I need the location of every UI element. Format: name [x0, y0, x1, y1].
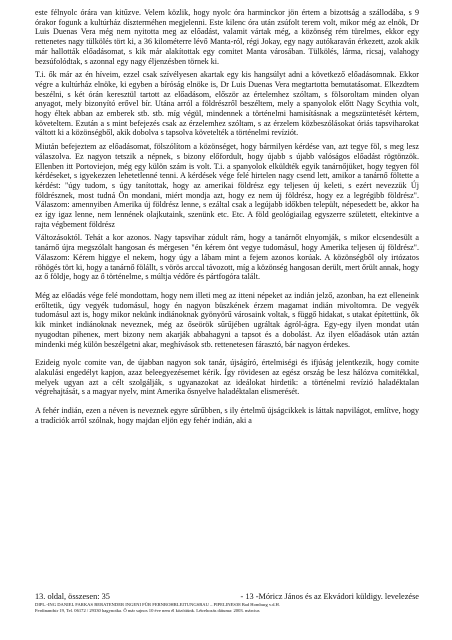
paragraph: Miután befejeztem az előadásomat, fölszólítom a közönséget, hogy bármilyen kérdése van, azt tegye föl, s meg lesz válaszolva. Ez nagyon tetszik a népnek, s bizony előfordult, hogy újabb s újabb valóságos előadást rögtönzök. Ellenben itt Portoviejon, még egy külön szám is volt. T.i. a spanyolok elküldték egyik tanárnőjüket, hogy tegyen föl kérdéseket, s igyekezzen lehetetlenné tenni. A kérdések vége felé hirtelen nagy csend lett, amikor a tanárnő föltette a kérdést: "úgy tudom, s úgy tanítottak, hogy az amerikai földrész egy teljesen új keleti, s ezért nevezzük Új földrésznek, most tudná Ön mondani, miért mondja azt, hogy ez nem új földrész, hogy ez a legrégibb földrész". Válaszom: amennyiben Amerika új földrész lenne, s ezáltal csak a legújabb időkben települt, népesedett be, akkor ha ez így igaz lenne, nem lennének olajkutaink, szenünk etc. Etc. A föld geológiailag egyszerre született, eltekintve a rajta végbement földrész — [35, 142, 419, 229]
paragraph: Még az előadás vége felé mondottam, hogy nem illeti meg az itteni népeket az indián jelző, azonban, ha ezt elleneink erőltetik, úgy vegyék tudomásul, hogy én nagyon büszkének érzem magamat indián mivoltomra. De vegyék tudomásul azt is, hogy mikor nekünk indiánoknak gyönyörű városaink voltak, s függő hidakat, s utakat építettünk, ők kik minket indiánoknak neveznek, még az őseörök sűrűjében ugráltak ágról-ágra. Egy-egy ilyen mondat után nyugodtan piheneк, mert bizony nem akarják abbahagyni a tapsot és a dobolást. Az ilyen előadások után aztán mindenki még külön beszélgetni akar, meghívások stb. rettenetesen fárasztó, bár nagyon érdekes. — [35, 290, 419, 349]
footer-main-line — [35, 592, 419, 602]
paragraph: T.i. ők már az én híveim, ezzel csak szívélyesen akartak egy kis hangsúlyt adni a következő előadásomnak. Ekkor végre a kultúrház elnöke, ki egyben a bíróság elnöke is, Dr Luis Duenas Vera megtartotta bemutatásomat. Elkezdtem beszélni, s két órán keresztül tartott az előadásom, először az értelemhez szóltam, s fölsoroltam minden olyan anyagot, mely bizonyító erővel bír. Utána arról a földrészről beszéltem, mely a spanyolok előtt Nagy Scythia volt, hogy éltek abban az emberek stb. stb. míg végül, mindennek a történelmi hamisításnak a megszüntetését kértem, követeltem. Ezután a s mint befejezés csak az érzelemhez szóltam, s az érzelem közbeszólásokat óriás tapsviharokat váltott ki a közönségből, akik dobolva s tapsolva követelték a történelmi revíziót. — [35, 70, 419, 138]
paragraph: Ezideig nyolc comite van, de újabban nagyon sok tanár, újságíró, értelmiségi és ifjúság jelentkezik, hogy comite alakulási engedélyt kapjon, azaz beleegyezésemet kérik. Így rövidesen az egész ország be lesz hálózva comitékkal, melyek ugyan azt a célt szolgálják, s ugyanazokat az ideálokat hirdetik: a történelmi revízió haladéktalan végrehajtását, s a magyar nyelv, mint Amerika ősnyelve haladéktalan elismerését. — [35, 358, 419, 397]
page-footer — [35, 592, 419, 614]
footer-address-line: DIPL.-ING DANIEL FARKAS BERATENDER INGENI FÜR FERNROHRLEITUNGSBAU – PIPELINES38 Bad Homburg v.d.H. — [35, 602, 280, 607]
paragraph: Változásoktól. Tehát a kor azonos. Nagy tapsvihar zúdult rám, hogy a tanárnőt elnyomják, s mikor elcsendesült a tanárnő újra megszólalt hangosan és mérgesen "én kérem önt vegye tudomásul, hogy Amerika teljesen új földrész". Válaszom: Kérem higgye el nekem, hogy úgy a lábam mint a fejem azonos korúak. A közönségből oly irtózatos röhögés tört ki, hogy a tanárnő fölállt, s vörös arccal távozott, míg a közönség hangosan derült, mert őrült annak, hogy az ő földje, hogy az ő történelme, s múltja védőre és pártfogóra talált. — [35, 233, 419, 282]
paragraph: este félnyolc órára van kitűzve. Velem közlik, hogy nyolc óra harminckor jön értem a bizottság a szállodába, s 9 órakor fogunk a kultúrház díszterméhen megjelenni. Este kilenc óra után zsúfolt terem volt, mikor még az elnök, Dr Luis Duenas Vera még nem nyitotta meg az előadást, valamit vártak még, a közönség rém türelmes, ekkor egy rettenetes nagy tülkölés tört ki, a 36 kilométerre lévő Manta-ról, régi Jokay, egy nagy autókaraván érkezett, azok akik már hallották előadásomat, s kik már alakítottak egy comitet Manta városában. Tülkölés, lárma, ricsaj, valahogy bezsúfolódtak, s azonnal egy nagy éljenzésben törnek ki. — [35, 8, 419, 66]
paragraph: A fehér indián, ezen a néven is neveznek egyre sűrűbben, s ily értelmű újságcikkek is láttak napvilágot, említve, hogy a tradíciók arról szólnak, hogy majdan eljön egy fehér indián, aki a — [35, 406, 419, 425]
footer-title: - 13 -Móricz János és az Ekvádori küldigy. levelezése — [240, 592, 419, 601]
page-count: 13. oldal, összesen: 35 — [35, 592, 110, 601]
body-text — [35, 8, 419, 425]
footer-info-line: Ferdinandstr 19, Tel. 06172 / 29330 hagynotka. Ő már sajnos 10 éve nem él közöttünk. Létrehozás dátuma: 2003. március — [35, 608, 260, 613]
